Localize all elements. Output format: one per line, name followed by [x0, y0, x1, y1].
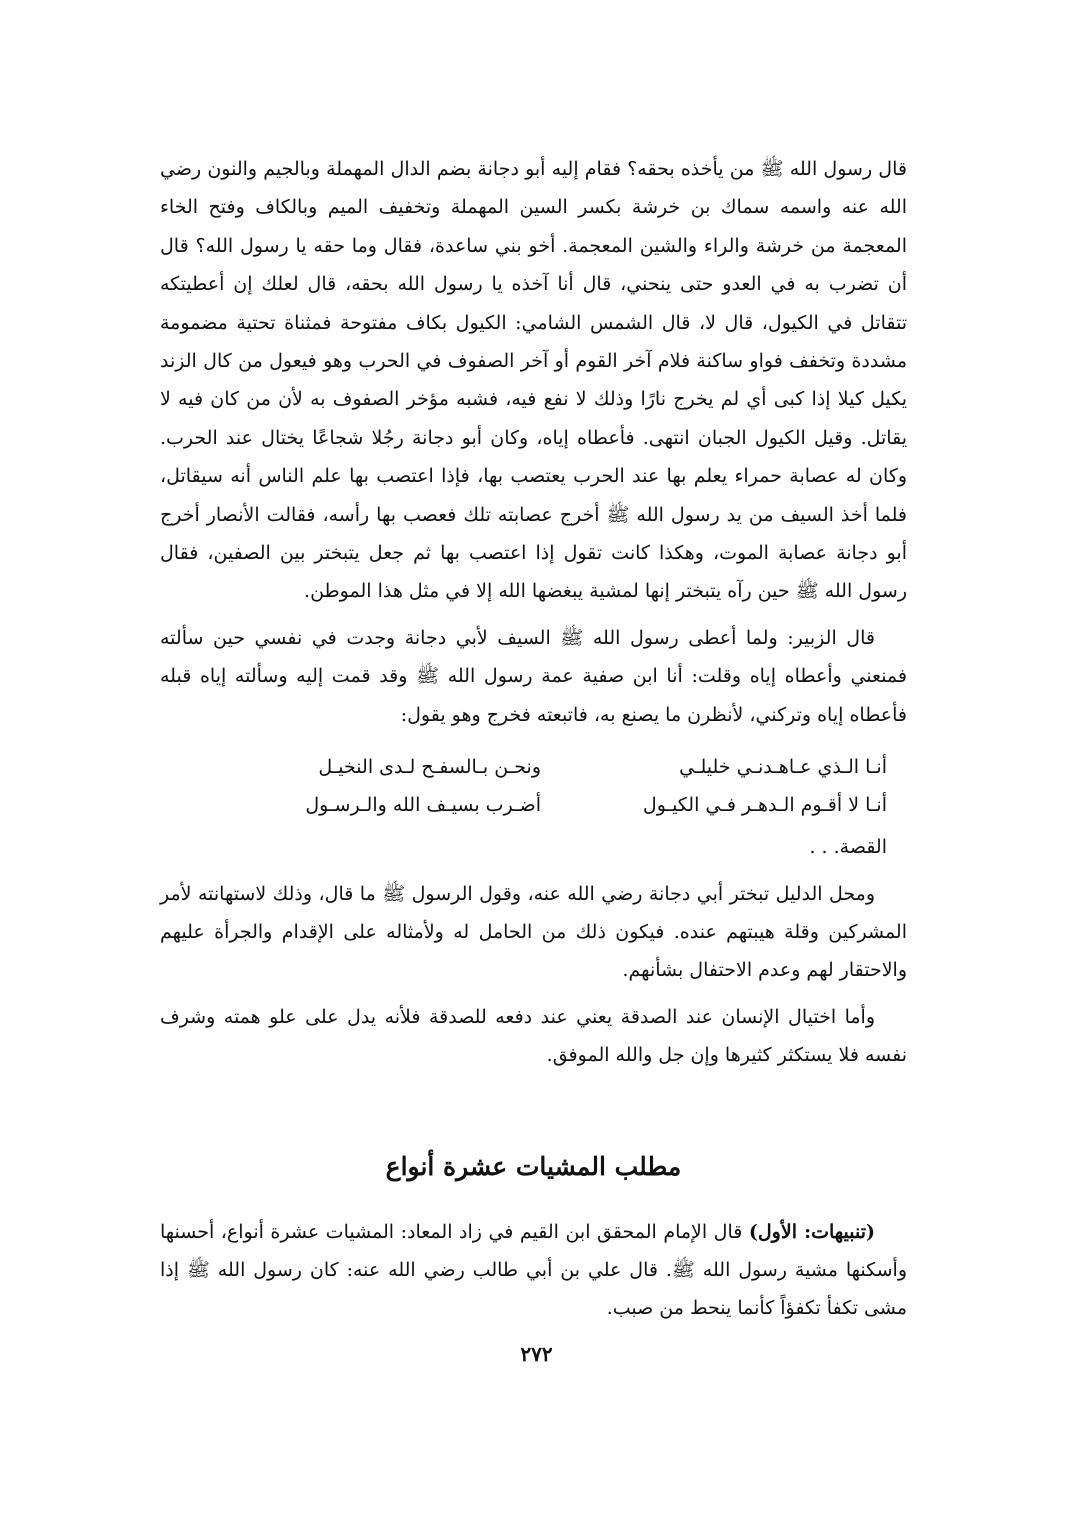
paragraph-evidence: ومحل الدليل تبختر أبي دجانة رضي الله عنه، وقول الرسول ﷺ ما قال، وذلك لاستهانته لأمر المشركين وقلة هيبتهم عنده. فيكون ذلك من الحامل له ولأمثاله على الإقدام والجرأة عليهم والاحتقار لهم وعدم الاحتفال بشأنهم. — [160, 882, 907, 982]
poem-second-hemistich: ونحـن بـالسفـح لـدى النخيـل — [318, 756, 541, 779]
notes-label: (تنبيهات: الأول) — [748, 1220, 875, 1243]
poem-first-hemistich: أنـا الـذي عـاهـدنـي خليلـي — [679, 756, 887, 779]
paragraph-zubayr-account: قال الزبير: ولما أعطى رسول الله ﷺ السيف لأبي دجانة وجدت في نفسي حين سألته فمنعني وأعطاه إياه وقلت: أنا ابن صفية عمة رسول الله ﷺ وقد قمت إليه وسألته إياه قبله فأعطاه إياه وتركني، لأنظرن ما يصنع به، فاتبعته فخرج وهو يقول: — [160, 626, 907, 726]
paragraph-notes — [160, 1213, 907, 1328]
paragraph-charity: وأما اختيال الإنسان عند الصدقة يعني عند دفعه للصدقة فلأنه يدل على علو همته وشرف نفسه فلا يستكثر كثيرها وإن جل والله الموفق. — [160, 1005, 907, 1067]
poem-second-hemistich: أضـرب بسيـف الله والـرسـول — [305, 794, 541, 817]
poem-tail: القصة. . . — [809, 836, 887, 859]
notes-text: قال الإمام المحقق ابن القيم في زاد المعاد: المشيات عشرة أنواع، أحسنها وأسكنها مشية رسول الله ﷺ. قال علي بن أبي طالب رضي الله عنه: كان رسول الله ﷺ إذا مشى تكفأ تكفؤاً كأنما ينحط من صبب. — [160, 1220, 907, 1320]
section-heading: مطلب المشيات عشرة أنواع — [385, 1151, 682, 1181]
poem-line — [160, 786, 907, 824]
page-number: ٢٧٢ — [520, 1342, 553, 1366]
paragraph-abu-dujana-sword: قال رسول الله ﷺ من يأخذه بحقه؟ فقام إليه أبو دجانة بضم الدال المهملة وبالجيم والنون رضي الله عنه واسمه سماك بن خرشة بكسر السين المهملة وتخفيف الميم وبالكاف وفتح الخاء المعجمة من خرشة والراء والشين المعجمة. أخو بني ساعدة، فقال وما حقه يا رسول الله؟ قال أن تضرب به في العدو حتى ينحني، قال أنا آخذه يا رسول الله بحقه، قال لعلك إن أعطيتكه تتقاتل في الكيول، قال لا، قال الشمس الشامي: الكيول بكاف مفتوحة فمثناة تحتية مضمومة مشددة وتخفف فواو ساكنة فلام آخر القوم أو آخر الصفوف في الحرب وهو فيعول من كال الزند يكيل كيلا إذا كبى أي لم يخرج نارًا وذلك لا نفع فيه، فشبه مؤخر الصفوف به لأن من كان فيه لا يقاتل. وقيل الكيول الجبان انتهى. فأعطاه إياه، وكان أبو دجانة رجُلا شجاعًا يختال عند الحرب. وكان له عصابة حمراء يعلم بها عند الحرب يعتصب بها، فإذا اعتصب بها علم الناس أنه سيقاتل، فلما أخذ السيف من يد رسول الله ﷺ أخرج عصابته تلك فعصب بها رأسه، فقالت الأنصار أخرج أبو دجانة عصابة الموت، وهكذا كانت تقول إذا اعتصب بها ثم جعل يتبختر بين الصفين، فقال رسول الله ﷺ حين رآه يتبختر إنها لمشية يبغضها الله إلا في مثل هذا الموطن. — [160, 158, 907, 603]
poem-first-hemistich: أنـا لا أقـوم الـدهـر فـي الكيـول — [642, 794, 887, 817]
poem-block — [160, 748, 907, 866]
poem-line — [160, 748, 907, 786]
page-body — [160, 150, 907, 1328]
